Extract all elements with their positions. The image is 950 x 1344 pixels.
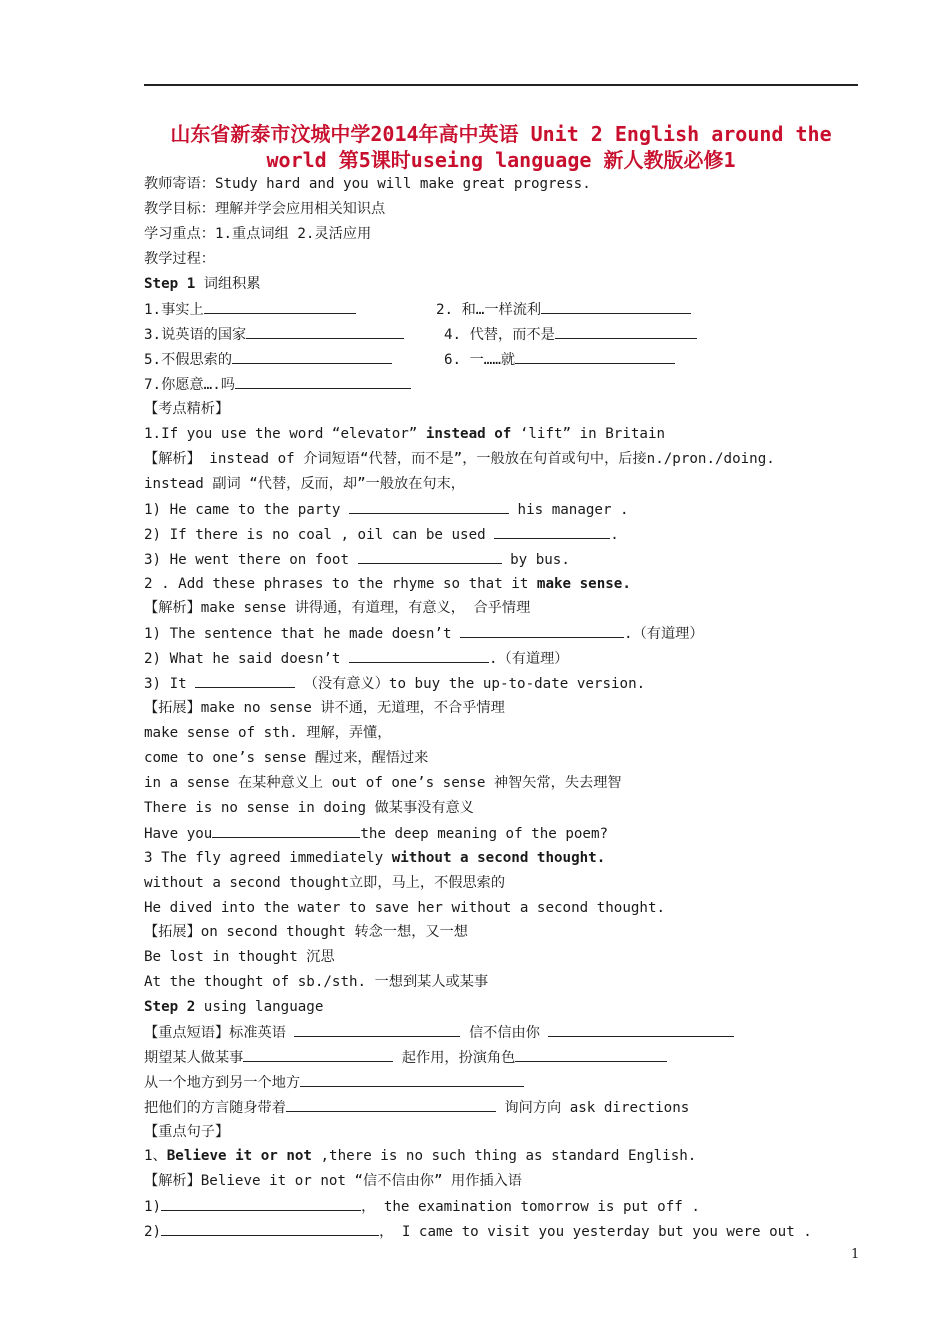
exercise-text: by bus. — [501, 552, 570, 568]
phrase-item — [144, 324, 404, 344]
sentence-text: ,there is no such thing as standard English. — [311, 1148, 697, 1164]
top-rule — [144, 84, 858, 86]
answer-blank[interactable] — [204, 299, 356, 314]
exercise-text: Have you — [144, 826, 213, 842]
exercise-text: ， I came to visit you yesterday but you were out . — [379, 1224, 812, 1240]
key-phrases-line — [144, 1072, 524, 1092]
phrase-label: 2. 和…一样流利 — [436, 302, 542, 318]
point3-example: He dived into the water to save her without a second thought. — [144, 900, 666, 916]
phrase-label: 信不信由你 — [460, 1025, 549, 1041]
answer-blank[interactable] — [515, 1047, 667, 1062]
sentence-text: ‘lift” in Britain — [511, 426, 666, 442]
sentence-number: 1、 — [144, 1148, 167, 1164]
answer-blank[interactable] — [494, 524, 610, 539]
phrase-item — [444, 349, 675, 369]
exercise-text: 3) He went there on foot — [144, 552, 358, 568]
exercise-line — [144, 549, 570, 569]
key-phrases-line — [144, 1047, 667, 1067]
extension-line: in a sense 在某种意义上 out of one’s sense 神智矢常，失去理智 — [144, 775, 622, 791]
exercise-text: the deep meaning of the poem? — [360, 826, 609, 842]
exercise-text: his manager . — [509, 502, 629, 518]
sentence-text: If you use the word “elevator” — [161, 426, 426, 442]
step2-title: using language — [195, 999, 324, 1015]
phrase-item — [144, 299, 356, 319]
kaodian-label: 【考点精析】 — [144, 401, 230, 417]
answer-blank[interactable] — [243, 1047, 393, 1062]
exercise-line — [144, 623, 704, 643]
answer-blank[interactable] — [349, 648, 489, 663]
teaching-process: 教学过程： — [144, 251, 215, 267]
extension-line: There is no sense in doing 做某事没有意义 — [144, 800, 474, 816]
key-sentence-explain: 【解析】Believe it or not “信不信由你” 用作插入语 — [144, 1173, 522, 1189]
key-sentence-1 — [144, 1146, 696, 1166]
answer-blank[interactable] — [349, 499, 509, 514]
phrase-label: 从一个地方到另一个地方 — [144, 1075, 301, 1091]
title-line-2: world 第5课时useing language 新人教版必修1 — [266, 148, 736, 172]
sentence-text: 2 . Add these phrases to the rhyme so that it — [144, 576, 537, 592]
key-phrase: make sense. — [536, 576, 631, 592]
point1-sentence — [144, 424, 665, 444]
phrase-label: 3.说英语的国家 — [144, 327, 247, 343]
step1-heading — [144, 274, 261, 294]
step1-label: Step 1 — [144, 276, 196, 292]
answer-blank[interactable] — [358, 549, 502, 564]
answer-blank[interactable] — [161, 1196, 361, 1211]
exercise-text: 2) If there is no coal , oil can be used — [144, 527, 495, 543]
phrase-label: 7.你愿意….吗 — [144, 377, 235, 393]
answer-blank[interactable] — [555, 324, 697, 339]
answer-blank[interactable] — [246, 324, 404, 339]
answer-blank[interactable] — [286, 1097, 496, 1112]
exercise-text: 3) It — [144, 676, 196, 692]
point-number: 1. — [144, 426, 162, 442]
point1-explain: 【解析】 instead of 介词短语“代替，而不是”，一般放在句首或句中，后接n./pron./doing. — [144, 451, 775, 467]
phrase-item — [444, 324, 697, 344]
answer-blank[interactable] — [548, 1022, 734, 1037]
exercise-line — [144, 1196, 700, 1216]
exercise-line — [144, 524, 619, 544]
exercise-text: .（有道理） — [624, 626, 704, 642]
phrase-label: 6. 一……就 — [444, 352, 516, 368]
answer-blank[interactable] — [541, 299, 691, 314]
key-phrases-label: 【重点短语】标准英语 — [144, 1025, 295, 1041]
phrase-label: 期望某人做某事 — [144, 1050, 244, 1066]
key-phrases-line — [144, 1022, 734, 1042]
extension-line: come to one’s sense 醒过来，醒悟过来 — [144, 750, 429, 766]
answer-blank[interactable] — [460, 623, 624, 638]
key-phrases-line — [144, 1097, 689, 1117]
sentence-text: 3 The fly agreed immediately — [144, 850, 392, 866]
phrase-item — [144, 374, 411, 394]
phrase-label: 询问方向 ask directions — [495, 1100, 690, 1116]
answer-blank[interactable] — [294, 1022, 460, 1037]
exercise-line — [144, 1221, 812, 1241]
teacher-motto: 教师寄语：Study hard and you will make great progress. — [144, 176, 591, 192]
point3-sentence — [144, 848, 605, 868]
key-sentences-label: 【重点句子】 — [144, 1124, 230, 1140]
phrase-label: 5.不假思索的 — [144, 352, 233, 368]
answer-blank[interactable] — [232, 349, 392, 364]
extension-1: 【拓展】make no sense 讲不通，无道理，不合乎情理 — [144, 700, 505, 716]
exercise-text: .（有道理） — [489, 651, 569, 667]
exercise-number: 1) — [144, 1199, 162, 1215]
answer-blank[interactable] — [161, 1221, 379, 1236]
exercise-line — [144, 499, 629, 519]
extension-line: Be lost in thought 沉思 — [144, 949, 335, 965]
point3-explain: without a second thought立即，马上，不假思索的 — [144, 875, 506, 891]
phrase-label: 4. 代替，而不是 — [444, 327, 555, 343]
step2-heading — [144, 997, 323, 1017]
answer-blank[interactable] — [235, 374, 411, 389]
phrase-item — [144, 349, 392, 369]
point2-explain: 【解析】make sense 讲得通，有道理，有意义， 合乎情理 — [144, 600, 531, 616]
phrase-label: 1.事实上 — [144, 302, 204, 318]
exercise-text: 2) What he said doesn’t — [144, 651, 349, 667]
answer-blank[interactable] — [515, 349, 675, 364]
key-phrase: instead of — [425, 426, 512, 442]
answer-blank[interactable] — [300, 1072, 524, 1087]
point2-sentence — [144, 574, 631, 594]
page-number: 1 — [851, 1247, 860, 1262]
teaching-goal: 教学目标：理解并学会应用相关知识点 — [144, 201, 386, 217]
extension-2: 【拓展】on second thought 转念一想，又一想 — [144, 924, 468, 940]
title-line-1: 山东省新泰市汶城中学2014年高中英语 Unit 2 English around the — [170, 122, 832, 146]
learning-focus: 学习重点：1.重点词组 2.灵活应用 — [144, 226, 372, 242]
answer-blank[interactable] — [212, 823, 360, 838]
point1-explain-2: instead 副词 “代替，反而，却”一般放在句末， — [144, 476, 465, 492]
exercise-text: . — [610, 527, 619, 543]
exercise-text: （没有意义）to buy the up-to-date version. — [295, 676, 646, 692]
step2-label: Step 2 — [144, 999, 196, 1015]
exercise-line — [144, 673, 645, 693]
extension-line: make sense of sth. 理解，弄懂， — [144, 725, 392, 741]
exercise-line — [144, 823, 608, 843]
phrase-item — [436, 299, 691, 319]
exercise-text: 1) The sentence that he made doesn’t — [144, 626, 461, 642]
phrase-label: 起作用，扮演角色 — [393, 1050, 516, 1066]
phrase-label: 把他们的方言随身带着 — [144, 1100, 286, 1116]
answer-blank[interactable] — [195, 673, 295, 688]
step1-title: 词组积累 — [195, 276, 261, 292]
key-phrase: Believe it or not — [166, 1148, 312, 1164]
exercise-line — [144, 648, 568, 668]
extension-line: At the thought of sb./sth. 一想到某人或某事 — [144, 974, 489, 990]
key-phrase: without a second thought. — [391, 850, 606, 866]
exercise-text: ， the examination tomorrow is put off . — [361, 1199, 700, 1215]
exercise-text: 1) He came to the party — [144, 502, 349, 518]
exercise-number: 2) — [144, 1224, 162, 1240]
document-title — [144, 121, 858, 173]
